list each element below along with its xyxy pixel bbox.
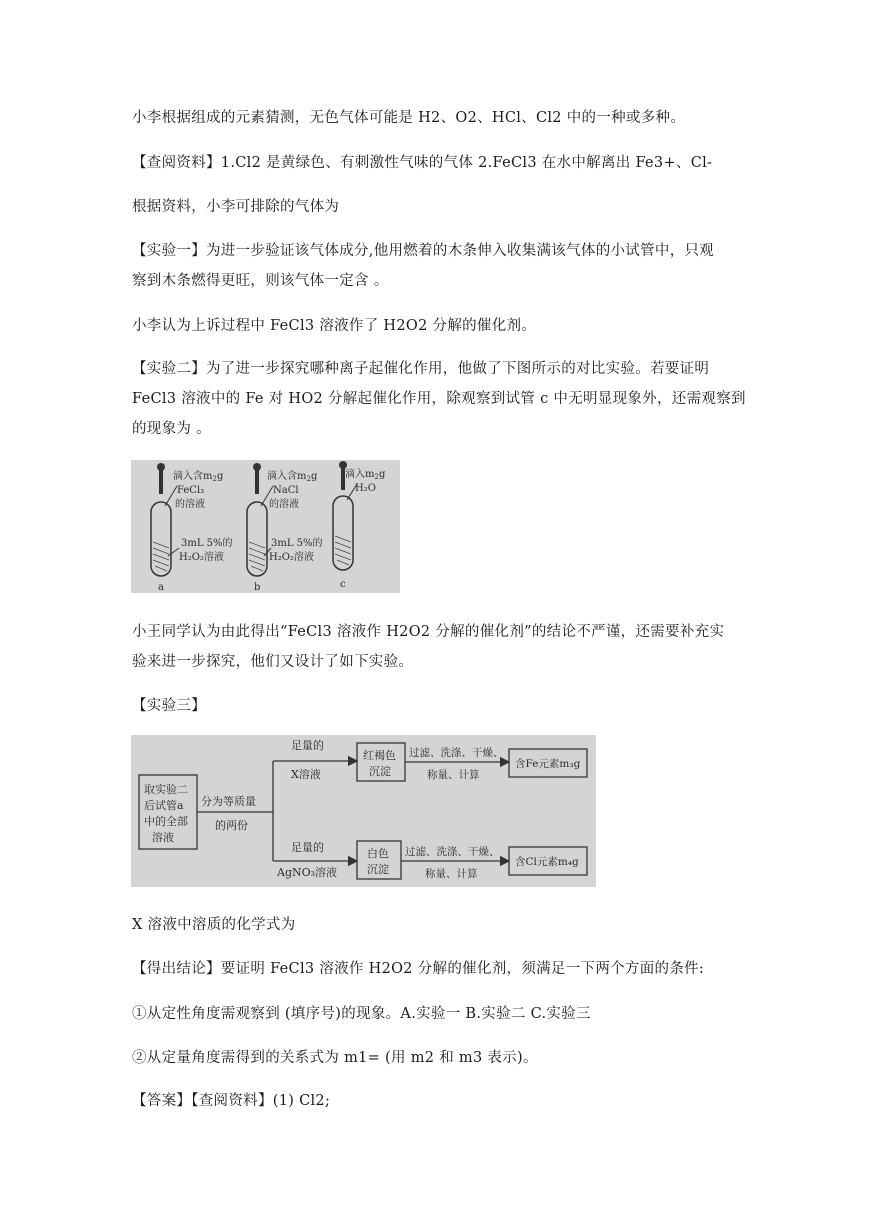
paragraph-references: 【查阅资料】1.Cl2 是黄绿色、有刺激性气味的气体 2.FeCl3 在水中解离出 Fe3+、Cl- [132, 155, 713, 171]
split-label-1: 分为等质量 [201, 795, 256, 808]
start-box-line-1: 取实验二 [144, 783, 188, 796]
paragraph-experiment-1-line-1: 【实验一】为进一步验证该气体成分,他用燃着的木条伸入收集满该气体的小试管中，只观 [132, 243, 715, 259]
lower-reagent-2: AgNO₃溶液 [277, 866, 338, 879]
lower-process-1: 过滤、洗涤、干燥、 [405, 846, 500, 858]
test-tubes-figure [131, 460, 400, 593]
upper-reagent-1: 足量的 [291, 739, 324, 752]
upper-reagent-2: X溶液 [291, 768, 321, 781]
paragraph-experiment-2-line-3: 的现象为 。 [132, 421, 211, 437]
tube-b-reagent-2: 的溶液 [269, 499, 299, 510]
lower-precipitate-1: 白色 [367, 847, 389, 860]
paragraph-hypothesis: 小李根据组成的元素猜测，无色气体可能是 H2、O2、HCl、Cl2 中的一种或多种。 [132, 110, 686, 126]
paragraph-experiment-1-line-2: 察到木条燃得更旺，则该气体一定含 。 [132, 273, 389, 289]
paragraph-x-solution: X 溶液中溶质的化学式为 [132, 917, 296, 933]
tube-a-solution-1: 3mL 5%的 [181, 538, 233, 549]
tube-c-drop-label: 滴入$m_2g$ [345, 469, 386, 481]
tube-b-solution-1: 3mL 5%的 [271, 538, 323, 549]
tube-c-reagent: H₂O [355, 483, 376, 494]
tube-a-letter: a [158, 582, 164, 593]
start-box-line-4: 溶液 [152, 831, 174, 844]
paragraph-experiment-3-heading: 【实验三】 [132, 698, 206, 714]
tube-b-letter: b [254, 582, 261, 593]
lower-precipitate-2: 沉淀 [367, 863, 389, 876]
tube-c-letter: c [340, 579, 346, 590]
paragraph-wang-line-1: 小王同学认为由此得出“FeCl3 溶液作 H2O2 分解的催化剂”的结论不严谨，还需要补充实 [132, 624, 725, 640]
split-label-2: 的两份 [215, 819, 248, 832]
tube-b-drop-label: 滴入含$m_2g$ [267, 471, 318, 483]
paragraph-quantitative: ②从定量角度需得到的关系式为 m1= (用 m2 和 m3 表示)。 [132, 1050, 538, 1066]
paragraph-conclusion: 【得出结论】要证明 FeCl3 溶液作 H2O2 分解的催化剂，须满足一下两个方面的条件: [132, 961, 705, 977]
upper-process-1: 过滤、洗涤、干燥、 [409, 747, 504, 759]
paragraph-experiment-2-line-1: 【实验二】为了进一步探究哪种离子起催化作用，他做了下图所示的对比实验。若要证明 [132, 361, 710, 377]
lower-result: 含Cl元素m₄g [515, 856, 579, 868]
paragraph-wang-line-2: 验来进一步探究，他们又设计了如下实验。 [132, 654, 414, 670]
start-box-line-2: 后试管a [144, 799, 184, 812]
tube-b-solution-2: H₂O₂溶液 [269, 552, 314, 563]
paragraph-experiment-2-line-2: FeCl3 溶液中的 Fe 对 HO2 分解起催化作用，除观察到试管 c 中无明显现象外，还需观察到 [132, 391, 746, 407]
tube-b-group [247, 463, 323, 593]
start-box-line-3: 中的全部 [144, 815, 188, 828]
upper-precipitate-1: 红褐色 [363, 749, 396, 762]
paragraph-answer: 【答案】【查阅资料】(1) Cl2; [132, 1093, 331, 1109]
upper-precipitate-2: 沉淀 [369, 765, 391, 778]
paragraph-catalyst-claim: 小李认为上诉过程中 FeCl3 溶液作了 H2O2 分解的催化剂。 [132, 318, 537, 334]
upper-process-2: 称量、计算 [427, 769, 480, 781]
tube-c-group [333, 461, 386, 590]
lower-process-2: 称量、计算 [425, 868, 478, 880]
tube-a-solution-2: H₂O₂溶液 [179, 552, 224, 563]
paragraph-exclude-gas: 根据资料，小李可排除的气体为 [132, 199, 340, 215]
upper-result: 含Fe元素m₃g [515, 758, 581, 770]
tube-b-reagent: NaCl [273, 485, 299, 496]
tube-a-group [151, 463, 233, 593]
tube-a-reagent-2: 的溶液 [175, 499, 205, 510]
tube-a-reagent: FeCl₃ [177, 485, 205, 496]
tube-a-drop-label: 滴入含$m_2g$ [173, 471, 224, 483]
paragraph-qualitative: ①从定性角度需观察到 (填序号)的现象。A.实验一 B.实验二 C.实验三 [132, 1006, 591, 1022]
experiment-3-flow-diagram [131, 735, 596, 887]
lower-reagent-1: 足量的 [291, 841, 324, 854]
